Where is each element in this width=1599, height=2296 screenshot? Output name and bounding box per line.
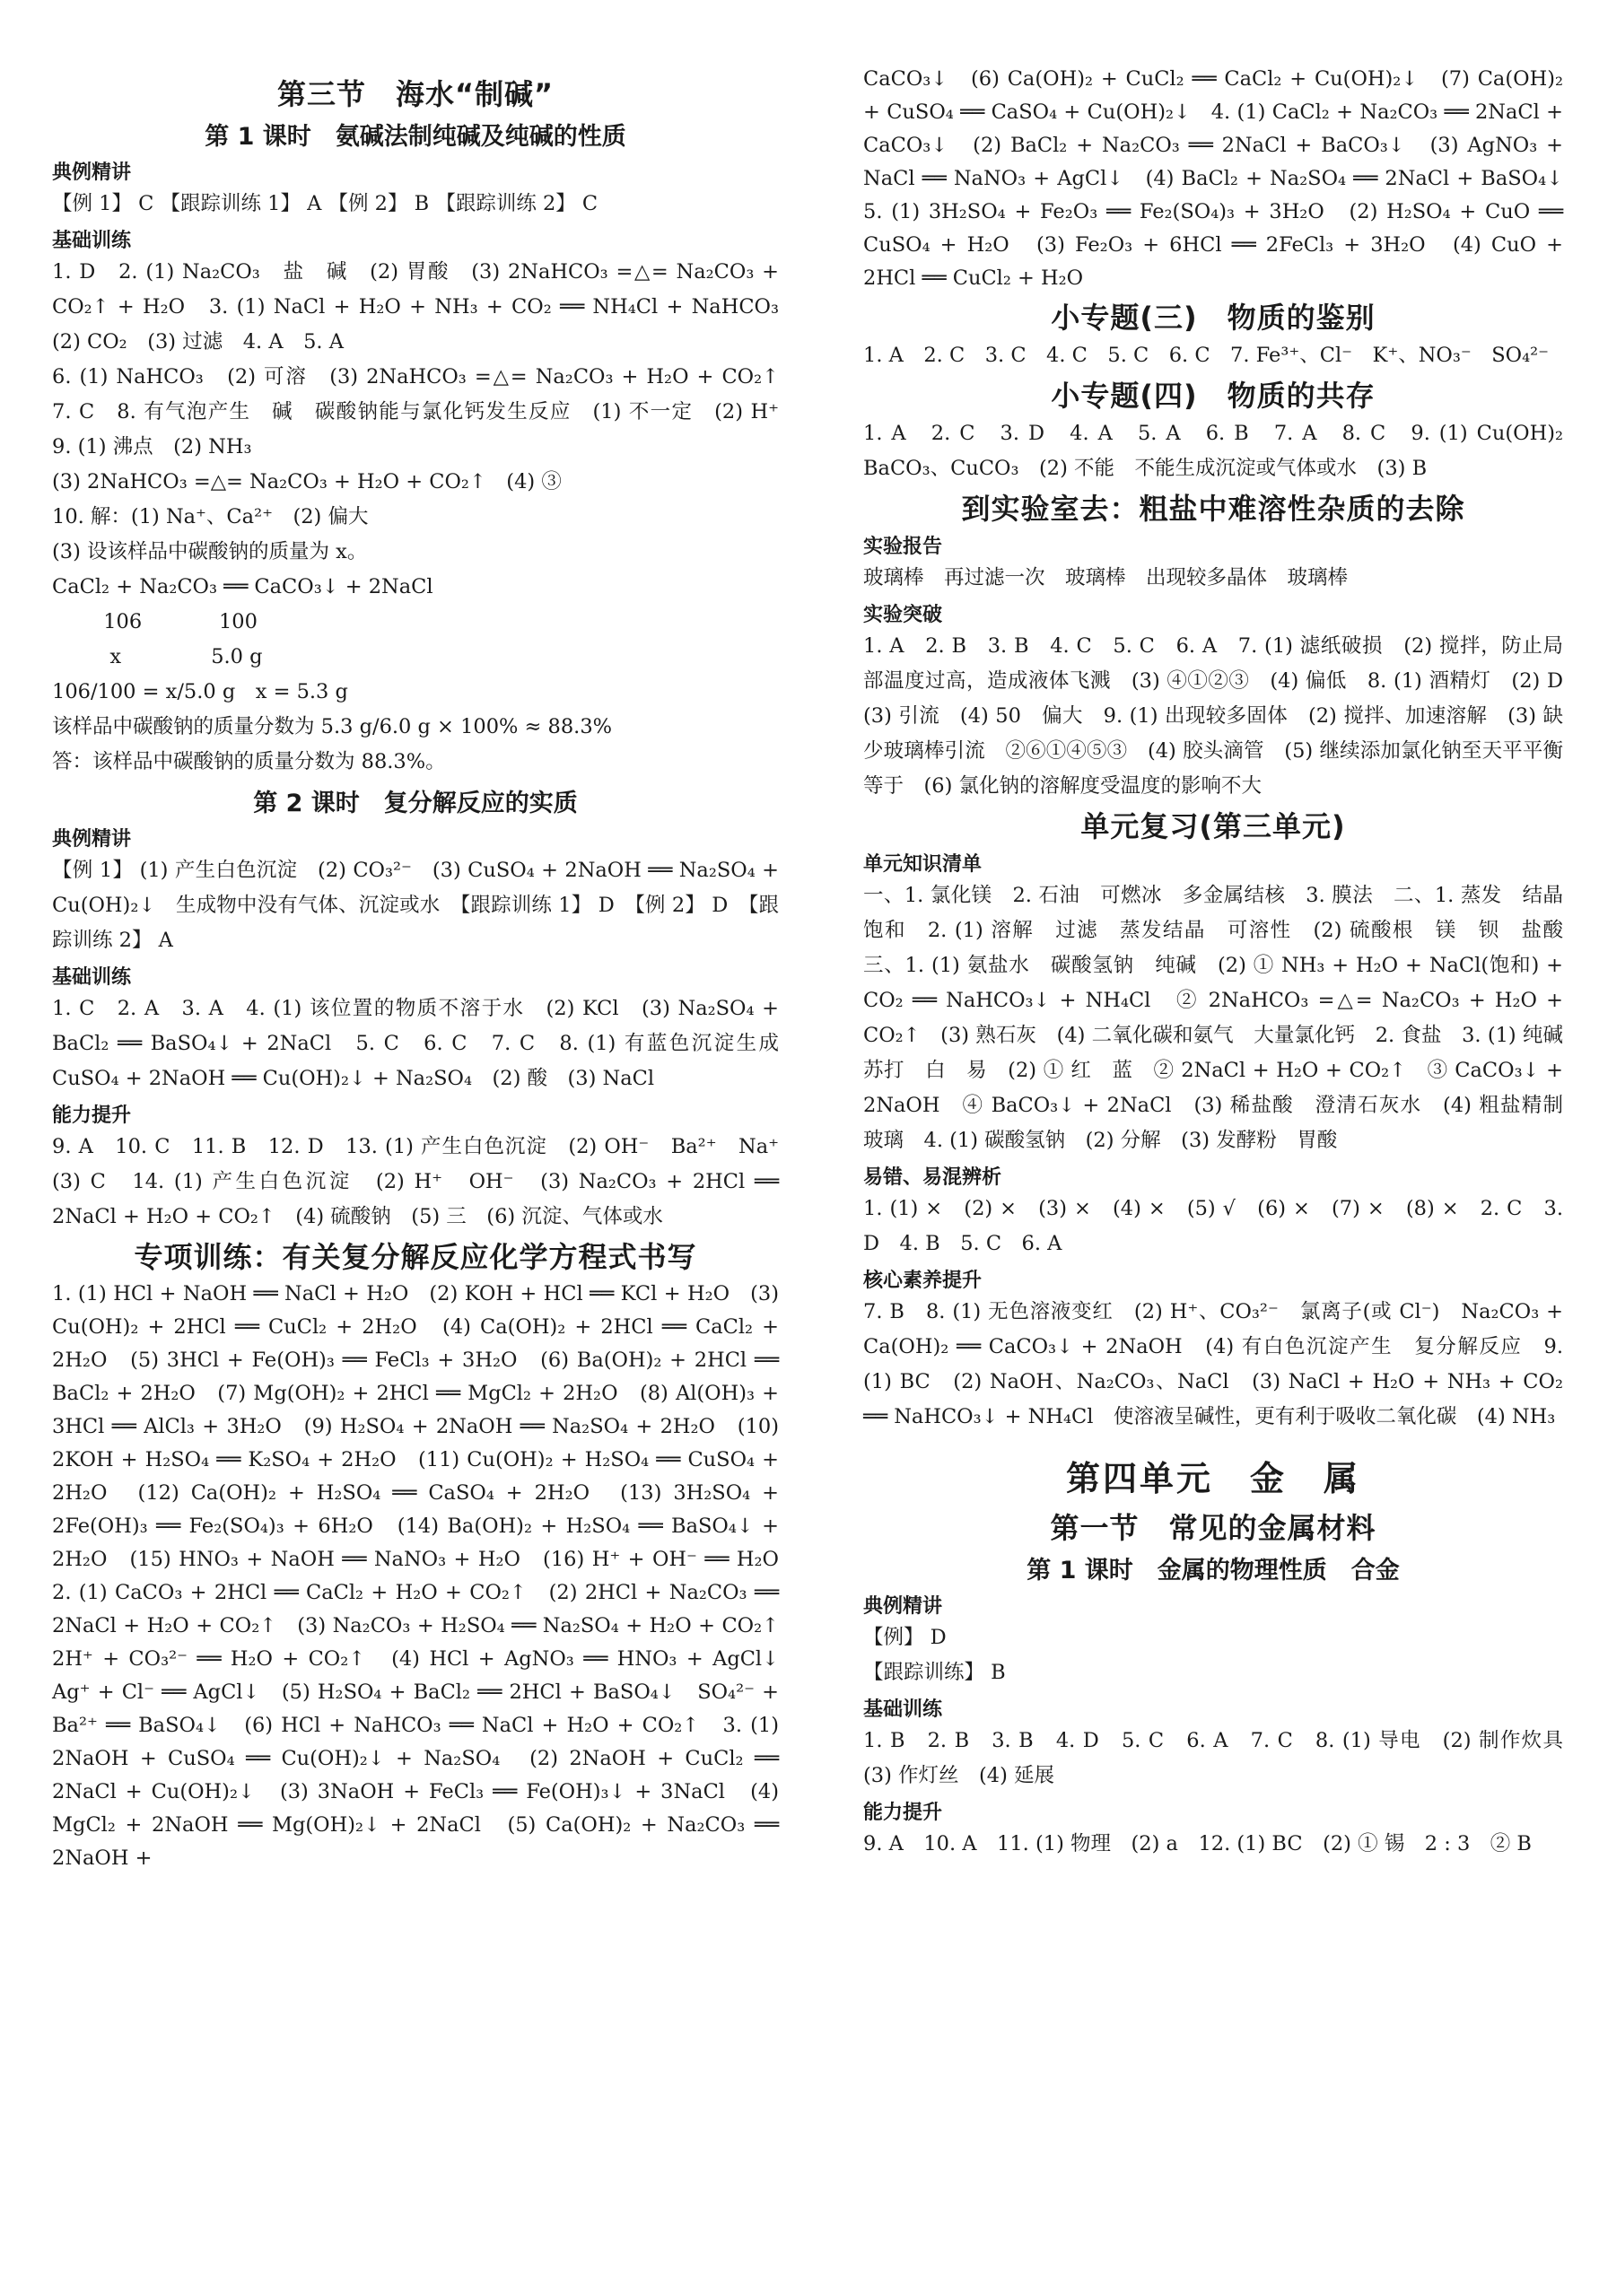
answer-text: CaCO₃↓ (6) Ca(OH)₂ + CuCl₂ ══ CaCl₂ + Cu(OH)₂↓ (7) Ca(OH)₂ + CuSO₄ ══ CaSO₄ + Cu(OH)₂↓ 4. (1) CaCl₂ + Na₂CO₃ ══ 2NaCl + CaCO₃↓ (2) BaCl₂ + Na₂CO₃ ══ 2NaCl + BaCO₃↓ (3) AgNO₃ + NaCl ══ NaNO₃ + AgCl↓ (4) BaCl₂ + Na₂SO₄ ══ 2NaCl + BaSO₄↓ 5. (1) 3H₂SO₄ + Fe₂O₃ ══ Fe₂(SO₄)₃ + 3H₂O (2) H₂SO₄ + CuO ══ CuSO₄ + H₂O (3) Fe₂O₃ + 6HCl ══ 2FeCl₃ + 3H₂O (4) CuO + 2HCl ══ CuCl₂ + H₂O [863, 67, 1584, 290]
subheading: 典例精讲 [52, 828, 132, 851]
lesson-title: 第 1 课时 氨碱法制纯碱及纯碱的性质 [205, 123, 626, 151]
answer-text: 1. C 2. A 3. A 4. (1) 该位置的物质不溶于水 (2) KCl (3) Na₂SO₄ + BaCl₂ ══ BaSO₄↓ + 2NaCl 5. C 6. C 7. C 8. (1) 有蓝色沉淀生成 CuSO₄ + 2NaOH ══ Cu(OH)₂↓ + Na₂SO₄ (2) 酸 (3) NaCl [52, 997, 800, 1090]
lesson-title: 第 1 课时 金属的物理性质 合金 [1027, 1557, 1400, 1585]
answer-text: 1. B 2. B 3. B 4. D 5. C 6. A 7. C 8. (1) 导电 (2) 制作炊具 (3) 作灯丝 (4) 延展 [863, 1729, 1584, 1787]
subheading: 核心素养提升 [863, 1270, 983, 1292]
answer-text: 7. B 8. (1) 无色溶液变红 (2) H⁺、CO₃²⁻ 氯离子(或 Cl⁻) Na₂CO₃ + Ca(OH)₂ ══ CaCO₃↓ + 2NaOH (4) 有白色沉淀产生 复分解反应 9. (1) BC (2) NaOH、Na₂CO₃、NaCl (3) NaCl + H₂O + NH₃ + CO₂ ══ NaHCO₃↓ + NH₄Cl 使溶液呈碱性，更有利于吸收二氧化碳 (4) NH₃ [863, 1300, 1563, 1428]
answer-text: 【例 1】 (1) 产生白色沉淀 (2) CO₃²⁻ (3) CuSO₄ + 2NaOH ══ Na₂SO₄ + Cu(OH)₂↓ 生成物中没有气体、沉淀或水 【跟踪训练 1】 D 【例 2】 D 【跟踪训练 2】 A [52, 859, 779, 952]
answer-text: 10. 解：(1) Na⁺、Ca²⁺ (2) 偏大 [52, 505, 369, 528]
subheading: 典例精讲 [52, 162, 132, 184]
section-title: 第一节 常见的金属材料 [1050, 1511, 1376, 1545]
lab-title: 到实验室去：粗盐中难溶性杂质的去除 [961, 492, 1465, 526]
answer-text: 【例 1】 C 【跟踪训练 1】 A 【例 2】 B 【跟踪训练 2】 C [52, 192, 599, 215]
subheading: 能力提升 [863, 1802, 943, 1824]
equation: CaCl₂ + Na₂CO₃ ══ CaCO₃↓ + 2NaCl [52, 575, 433, 598]
answer-text: 答：该样品中碳酸钠的质量分数为 88.3%。 [52, 750, 446, 773]
section-title: 第三节 海水“制碱” [276, 77, 555, 111]
equation-mass: 106 100 [52, 610, 258, 633]
subheading: 实验报告 [863, 536, 943, 558]
review-title: 单元复习(第三单元) [1080, 809, 1346, 843]
answer-text: 玻璃棒 再过滤一次 玻璃棒 出现较多晶体 玻璃棒 [863, 566, 1349, 589]
answer-text: 9. A 10. C 11. B 12. D 13. (1) 产生白色沉淀 (2) OH⁻ Ba²⁺ Na⁺ (3) C 14. (1) 产生白色沉淀 (2) H⁺ OH⁻ (3) Na₂CO₃ + 2HCl ══ 2NaCl + H₂O + CO₂↑ (4) 硫酸钠 (5) 三 (6) 沉淀、气体或水 [52, 1135, 800, 1228]
subheading: 基础训练 [52, 230, 132, 252]
answer-text: 【跟踪训练】 B [863, 1661, 1006, 1684]
special-training-title: 专项训练：有关复分解反应化学方程式书写 [134, 1240, 697, 1274]
right-column [863, 63, 1584, 2269]
answer-text: 1. (1) × (2) × (3) × (4) × (5) √ (6) × (7) × (8) × 2. C 3. D 4. B 5. C 6. A [863, 1197, 1563, 1255]
answer-text: 1. A 2. C 3. C 4. C 5. C 6. C 7. Fe³⁺、Cl⁻ K⁺、NO₃⁻ SO₄²⁻ [863, 344, 1550, 367]
subheading: 典例精讲 [863, 1595, 943, 1618]
subheading: 单元知识清单 [863, 853, 983, 876]
left-column [52, 72, 800, 2269]
answer-text: (3) 设该样品中碳酸钠的质量为 x。 [52, 540, 368, 563]
answer-text: 【例】 D [863, 1626, 947, 1649]
subheading: 实验突破 [863, 604, 943, 626]
subheading: 基础训练 [863, 1698, 943, 1721]
subheading: 易错、易混辨析 [863, 1166, 1002, 1189]
answer-text: 该样品中碳酸钠的质量分数为 5.3 g/6.0 g × 100% ≈ 88.3% [52, 715, 613, 738]
answer-text: 6. (1) NaHCO₃ (2) 可溶 (3) 2NaHCO₃ =△= Na₂CO₃ + H₂O + CO₂↑ 7. C 8. 有气泡产生 碱 碳酸钠能与氯化钙发生反应 (1) 不一定 (2) H⁺ 9. (1) 沸点 (2) NH₃ [52, 365, 800, 458]
topic-title: 小专题(四) 物质的共存 [1051, 379, 1376, 413]
answer-text: 1. A 2. C 3. D 4. A 5. A 6. B 7. A 8. C 9. (1) Cu(OH)₂ BaCO₃、CuCO₃ (2) 不能 不能生成沉淀或气体或水 (3) B [863, 422, 1584, 480]
answer-text: (3) 2NaHCO₃ =△= Na₂CO₃ + H₂O + CO₂↑ (4) ③ [52, 470, 562, 493]
proportion: 106/100 = x/5.0 g x = 5.3 g [52, 680, 348, 703]
lesson-title: 第 2 课时 复分解反应的实质 [253, 790, 578, 817]
subheading: 基础训练 [52, 966, 132, 989]
answer-text: 1. D 2. (1) Na₂CO₃ 盐 碱 (2) 胃酸 (3) 2NaHCO₃ =△= Na₂CO₃ + CO₂↑ + H₂O 3. (1) NaCl + H₂O + NH₃ + CO₂ ══ NH₄Cl + NaHCO₃ (2) CO₂ (3) 过滤 4. A 5. A [52, 260, 800, 354]
answer-text: 一、1. 氯化镁 2. 石油 可燃冰 多金属结核 3. 膜法 二、1. 蒸发 结晶 饱和 2. (1) 溶解 过滤 蒸发结晶 可溶性 (2) 硫酸根 镁 钡 盐酸 三、1. (1) 氨盐水 碳酸氢钠 纯碱 (2) ① NH₃ + H₂O + NaCl(饱和) + CO₂ ══ NaHCO₃↓ + NH₄Cl ② 2NaHCO₃ =△= Na₂CO₃ + H₂O + CO₂↑ (3) 熟石灰 (4) 二氧化碳和氨气 大量氯化钙 2. 食盐 3. (1) 纯碱 苏打 白 易 (2) ① 红 蓝 ② 2NaCl + H₂O + CO₂↑ ③ CaCO₃↓ + 2NaOH ④ BaCO₃↓ + 2NaCl (3) 稀盐酸 澄清石灰水 (4) 粗盐精制 玻璃 4. (1) 碳酸氢钠 (2) 分解 (3) 发酵粉 胃酸 [863, 884, 1584, 1152]
subheading: 能力提升 [52, 1104, 132, 1127]
topic-title: 小专题(三) 物质的鉴别 [1051, 301, 1376, 335]
answer-text: 1. (1) HCl + NaOH ══ NaCl + H₂O (2) KOH + HCl ══ KCl + H₂O (3) Cu(OH)₂ + 2HCl ══ CuCl₂ + 2H₂O (4) Ca(OH)₂ + 2HCl ══ CaCl₂ + 2H₂O (5) 3HCl + Fe(OH)₃ ══ FeCl₃ + 3H₂O (6) Ba(OH)₂ + 2HCl ══ BaCl₂ + 2H₂O (7) Mg(OH)₂ + 2HCl ══ MgCl₂ + 2H₂O (8) Al(OH)₃ + 3HCl ══ AlCl₃ + 3H₂O (9) H₂SO₄ + 2NaOH ══ Na₂SO₄ + 2H₂O (10) 2KOH + H₂SO₄ ══ K₂SO₄ + 2H₂O (11) Cu(OH)₂ + H₂SO₄ ══ CuSO₄ + 2H₂O (12) Ca(OH)₂ + H₂SO₄ ══ CaSO₄ + 2H₂O (13) 3H₂SO₄ + 2Fe(OH)₃ ══ Fe₂(SO₄)₃ + 6H₂O (14) Ba(OH)₂ + H₂SO₄ ══ BaSO₄↓ + 2H₂O (15) HNO₃ + NaOH ══ NaNO₃ + H₂O (16) H⁺ + OH⁻ ══ H₂O 2. (1) CaCO₃ + 2HCl ══ CaCl₂ + H₂O + CO₂↑ (2) 2HCl + Na₂CO₃ ══ 2NaCl + H₂O + CO₂↑ (3) Na₂CO₃ + H₂SO₄ ══ Na₂SO₄ + H₂O + CO₂↑ 2H⁺ + CO₃²⁻ ══ H₂O + CO₂↑ (4) HCl + AgNO₃ ══ HNO₃ + AgCl↓ Ag⁺ + Cl⁻ ══ AgCl↓ (5) H₂SO₄ + BaCl₂ ══ 2HCl + BaSO₄↓ SO₄²⁻ + Ba²⁺ ══ BaSO₄↓ (6) HCl + NaHCO₃ ══ NaCl + H₂O + CO₂↑ 3. (1) 2NaOH + CuSO₄ ══ Cu(OH)₂↓ + Na₂SO₄ (2) 2NaOH + CuCl₂ ══ 2NaCl + Cu(OH)₂↓ (3) 3NaOH + FeCl₃ ══ Fe(OH)₃↓ + 3NaCl (4) MgCl₂ + 2NaOH ══ Mg(OH)₂↓ + 2NaCl (5) Ca(OH)₂ + Na₂CO₃ ══ 2NaOH + [52, 1282, 800, 1870]
answer-text: 1. A 2. B 3. B 4. C 5. C 6. A 7. (1) 滤纸破损 (2) 搅拌，防止局部温度过高，造成液体飞溅 (3) ④①②③ (4) 偏低 8. (1) 酒精灯 (2) D (3) 引流 (4) 50 偏大 9. (1) 出现较多固体 (2) 搅拌、加速溶解 (3) 缺少玻璃棒引流 ②⑥①④⑤③ (4) 胶头滴管 (5) 继续添加氯化钠至天平平衡 等于 (6) 氯化钠的溶解度受温度的影响不大 [863, 634, 1584, 798]
unit-title: 第四单元 金 属 [1065, 1459, 1360, 1498]
equation-mass: x 5.0 g [52, 645, 263, 668]
answer-text: 9. A 10. A 11. (1) 物理 (2) a 12. (1) BC (2) ① 锡 2 : 3 ② B [863, 1832, 1532, 1855]
